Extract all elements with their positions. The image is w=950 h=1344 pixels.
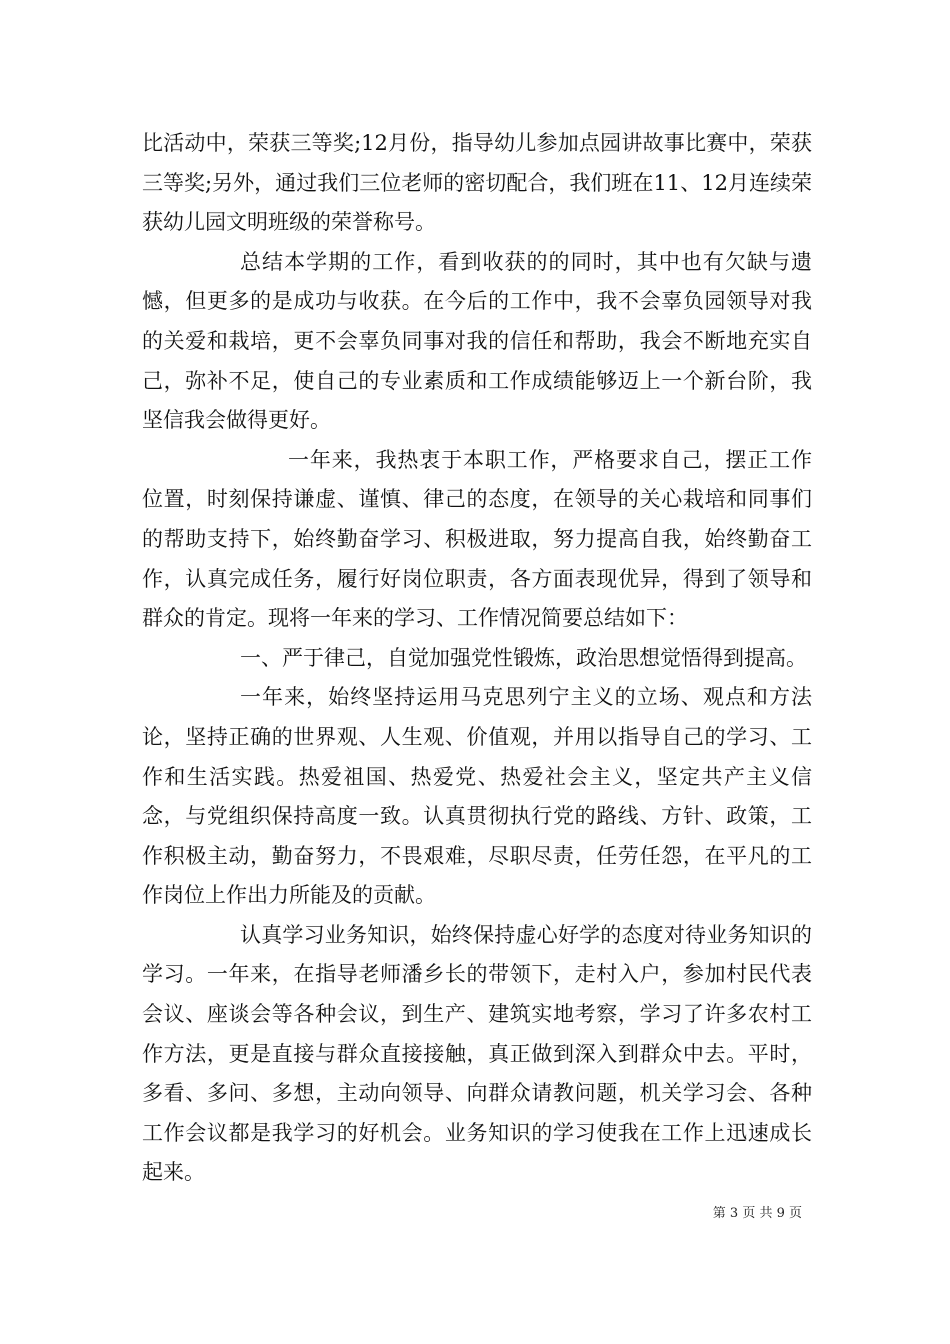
paragraph-political-study: 一年来，始终坚持运用马克思列宁主义的立场、观点和方法论，坚持正确的世界观、人生观、价值观，并用以指导自己的学习、工作和生活实践。热爱祖国、热爱党、热爱社会主义，坚定共产主义信念，与党组织保持高度一致。认真贯彻执行党的路线、方针、政策，工作积极主动，勤奋努力，不畏艰难，尽职尽责，任劳任怨，在平凡的工作岗位上作出力所能及的贡献。 (142, 685, 812, 908)
section-heading-self-discipline: 一、严于律己，自觉加强党性锻炼，政治思想觉悟得到提高。 (240, 645, 807, 670)
paragraph-year-intro: 一年来，我热衷于本职工作，严格要求自己，摆正工作位置，时刻保持谦虚、谨慎、律己的态度，在领导的关心栽培和同事们的帮助支持下，始终勤奋学习、积极进取，努力提高自我，始终勤奋工作，认真完成任务，履行好岗位职责，各方面表现优异，得到了领导和群众的肯定。现将一年来的学习、工作情况简要总结如下： (142, 447, 812, 631)
paragraph-business-study: 认真学习业务知识，始终保持虚心好学的态度对待业务知识的学习。一年来，在指导老师潘乡长的带领下，走村入户，参加村民代表会议、座谈会等各种会议，到生产、建筑实地考察，学习了许多农村工作方法，更是直接与群众直接接触，真正做到深入到群众中去。平时，多看、多问、多想，主动向领导、向群众请教问题，机关学习会、各种工作会议都是我学习的好机会。业务知识的学习使我在工作上迅速成长起来。 (142, 922, 812, 1185)
paragraph-semester-summary: 总结本学期的工作，看到收获的的同时，其中也有欠缺与遗憾，但更多的是成功与收获。在今后的工作中，我不会辜负园领导对我的关爱和栽培，更不会辜负同事对我的信任和帮助，我会不断地充实自己，弥补不足，使自己的专业素质和工作成绩能够迈上一个新台阶，我坚信我会做得更好。 (142, 249, 812, 433)
page-number-footer: 第 3 页 共 9 页 (712, 1206, 802, 1221)
paragraph-award-summary: 比活动中，荣获三等奖;12月份，指导幼儿参加点园讲故事比赛中，荣获三等奖;另外，通过我们三位老师的密切配合，我们班在11、12月连续荣获幼儿园文明班级的荣誉称号。 (142, 131, 812, 235)
document-body (142, 124, 812, 1193)
